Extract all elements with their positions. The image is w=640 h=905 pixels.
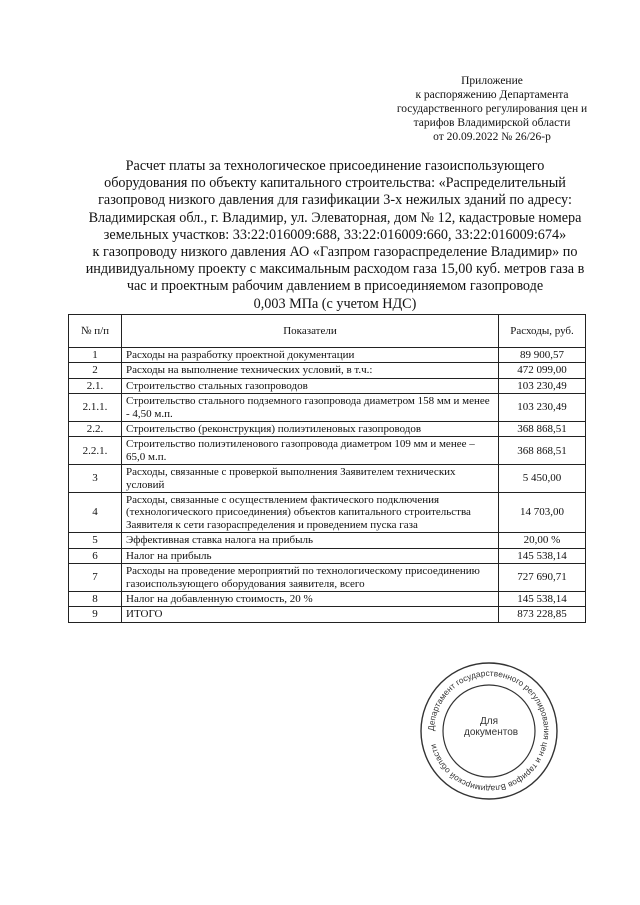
row-name: Строительство полиэтиленового газопровода диаметром 109 мм и менее – 65,0 м.п. <box>122 437 499 465</box>
row-name: Эффективная ставка налога на прибыль <box>122 533 499 548</box>
appendix-line: к распоряжению Департамента <box>415 89 569 101</box>
stamp-center-line: документов <box>464 727 519 738</box>
title-line: 0,003 МПа (с учетом НДС) <box>253 295 417 312</box>
row-value: 368 868,51 <box>499 422 586 437</box>
title-line: к газопроводу низкого давления АО «Газпром газораспределение Владимир» по <box>92 244 578 261</box>
table-row <box>69 422 586 437</box>
row-name: Расходы, связанные с осуществлением фактического подключения (технологического присоединения) объектов капитального строительства Заявителя к сети газораспределения и проведением пуска газа <box>122 493 499 533</box>
row-num: 2 <box>69 363 122 378</box>
row-value: 472 099,00 <box>499 363 586 378</box>
row-num: 9 <box>69 607 122 622</box>
official-stamp <box>418 660 560 802</box>
header-value: Расходы, руб. <box>499 315 586 348</box>
title-line: Расчет платы за технологическое присоединение газоиспользующего <box>125 158 545 174</box>
row-value: 727 690,71 <box>499 564 586 592</box>
row-value: 89 900,57 <box>499 348 586 363</box>
title-line: земельных участков: 33:22:016009:688, 33:22:016009:660, 33:22:016009:674» <box>103 226 567 243</box>
row-name: Налог на добавленную стоимость, 20 % <box>122 591 499 606</box>
row-name: ИТОГО <box>122 607 499 622</box>
table-row <box>69 533 586 548</box>
row-num: 8 <box>69 591 122 606</box>
table-row <box>69 607 586 622</box>
table-header-row <box>69 315 586 348</box>
row-num: 4 <box>69 493 122 533</box>
row-num: 3 <box>69 465 122 493</box>
table-row <box>69 564 586 592</box>
row-name: Расходы на разработку проектной документации <box>122 348 499 363</box>
table-row <box>69 394 586 422</box>
row-value: 368 868,51 <box>499 437 586 465</box>
title-line: оборудования по объекту капитального строительства: «Распределительный <box>104 175 566 192</box>
table-row <box>69 465 586 493</box>
header-name: Показатели <box>122 315 499 348</box>
table-row <box>69 548 586 563</box>
row-num: 2.2.1. <box>69 437 122 465</box>
row-value: 20,00 % <box>499 533 586 548</box>
document-title <box>70 158 600 313</box>
row-num: 6 <box>69 548 122 563</box>
table-row <box>69 437 586 465</box>
row-name: Строительство стального подземного газопровода диаметром 158 мм и менее - 4,50 м.п. <box>122 394 499 422</box>
row-name: Налог на прибыль <box>122 548 499 563</box>
table-row <box>69 363 586 378</box>
row-value: 103 230,49 <box>499 378 586 393</box>
title-line: индивидуальному проекту с максимальным расходом газа 15,00 куб. метров газа в <box>85 261 585 278</box>
row-name: Строительство (реконструкция) полиэтиленовых газопроводов <box>122 422 499 437</box>
row-name: Расходы, связанные с проверкой выполнения Заявителем технических условий <box>122 465 499 493</box>
title-line: час и проектным рабочим давлением в присоединяемом газопроводе <box>126 278 544 295</box>
row-name: Расходы на проведение мероприятий по технологическому присоединению газоиспользующего оборудования заявителя, всего <box>122 564 499 592</box>
appendix-line: Приложение <box>461 75 523 87</box>
row-num: 1 <box>69 348 122 363</box>
title-line: Владимирская обл., г. Владимир, ул. Элеваторная, дом № 12, кадастровые номера <box>88 209 582 226</box>
stamp-center <box>464 716 519 738</box>
table-row <box>69 591 586 606</box>
row-value: 103 230,49 <box>499 394 586 422</box>
row-name: Строительство стальных газопроводов <box>122 378 499 393</box>
stamp-center-line: Для <box>479 716 499 727</box>
table-row <box>69 378 586 393</box>
row-value: 5 450,00 <box>499 465 586 493</box>
row-num: 2.1. <box>69 378 122 393</box>
appendix-block <box>372 74 612 144</box>
table-row <box>69 493 586 533</box>
header-num: № п/п <box>69 315 122 348</box>
row-num: 5 <box>69 533 122 548</box>
row-num: 7 <box>69 564 122 592</box>
row-value: 873 228,85 <box>499 607 586 622</box>
row-name: Расходы на выполнение технических условий, в т.ч.: <box>122 363 499 378</box>
row-num: 2.1.1. <box>69 394 122 422</box>
stamp-ring-text: Департамент государственного регулирования цен и тарифов Владимирской области <box>425 667 553 795</box>
row-value: 145 538,14 <box>499 548 586 563</box>
appendix-line: от 20.09.2022 № 26/26-р <box>433 131 551 143</box>
appendix-line: тарифов Владимирской области <box>413 117 571 129</box>
row-value: 14 703,00 <box>499 493 586 533</box>
row-value: 145 538,14 <box>499 591 586 606</box>
appendix-line: государственного регулирования цен и <box>396 103 588 115</box>
cost-table <box>68 314 586 623</box>
title-line: газопровод низкого давления для газификации 3-х нежилых зданий по адресу: <box>98 192 572 209</box>
table-row <box>69 348 586 363</box>
row-num: 2.2. <box>69 422 122 437</box>
